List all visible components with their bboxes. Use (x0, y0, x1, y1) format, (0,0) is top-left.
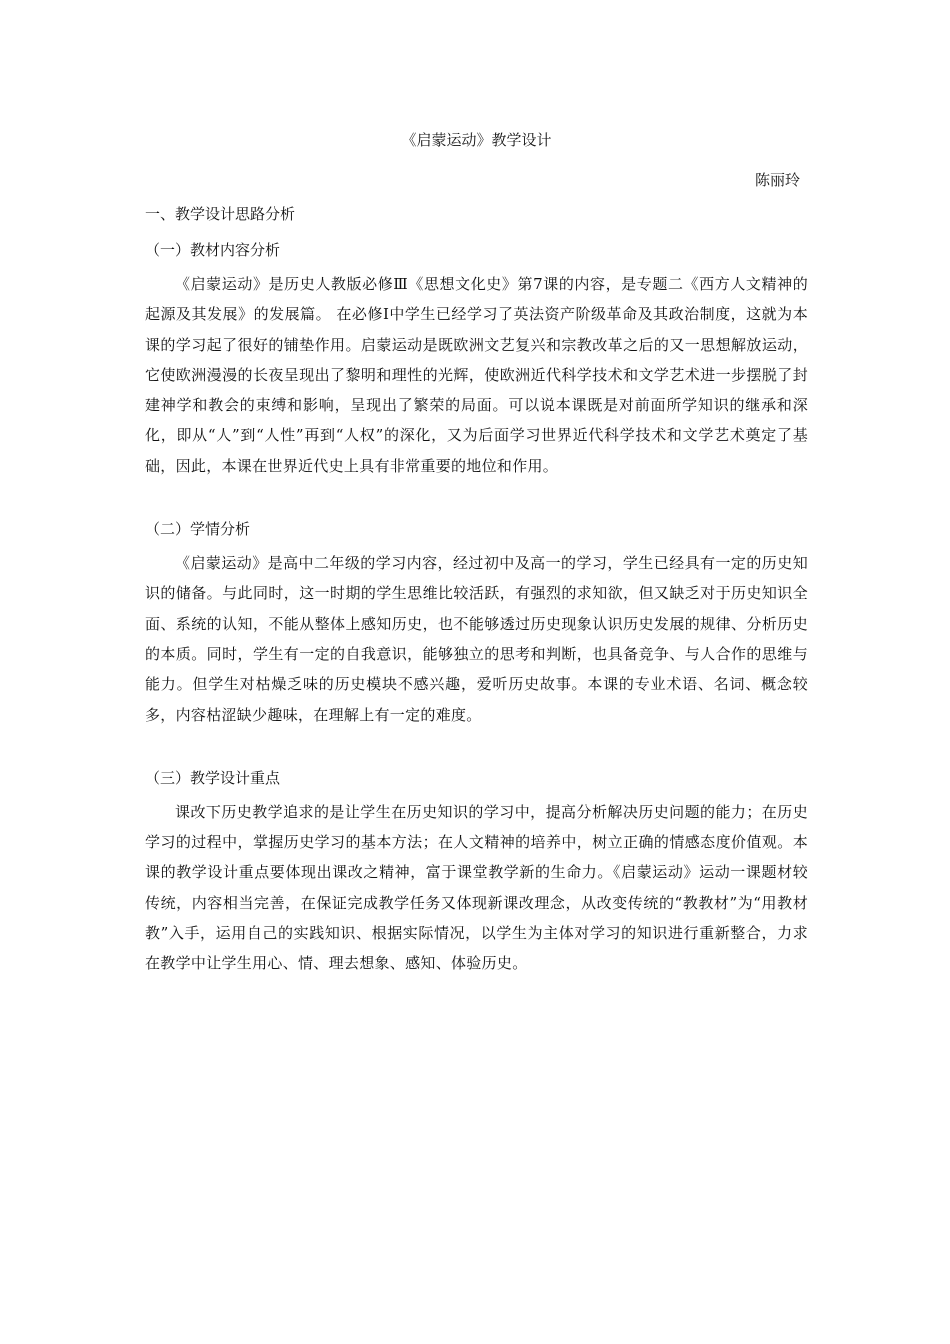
subsection-heading-design-focus: （三）教学设计重点 (145, 768, 281, 787)
subsection-heading-content-analysis: （一）教材内容分析 (145, 241, 281, 259)
paragraph-design-focus: 课改下历史教学追求的是让学生在历史知识的学习中，提高分析解决历史问题的能力；在历史学习的过程中，掌握历史学习的基本方法；在人文精神的培养中，树立正确的情感态度价值观。本课的教学设计重点要体现出课改之精神，富于课堂教学新的生命力。《启蒙运动》运动一课题材较传统，内容相当完善，在保证完成教学任务又体现新课改理念，从改变传统的“教教材”为“用教材教”入手，运用自己的实践知识、根据实际情况，以学生为主体对学习的知识进行重新整合，力求在教学中让学生用心、情、理去想象、感知、体验历史。 (145, 802, 808, 973)
author-name: 陈丽玲 (754, 171, 800, 189)
paragraph-student-analysis: 《启蒙运动》是高中二年级的学习内容，经过初中及高一的学习，学生已经具有一定的历史知识的储备。与此同时，这一时期的学生思维比较活跃，有强烈的求知欲，但又缺乏对于历史知识全面、系统的认知，不能从整体上感知历史，也不能够透过历史现象认识历史发展的规律、分析历史的本质。同时，学生有一定的自我意识，能够独立的思考和判断，也具备竞争、与人合作的思维与能力。但学生对枯燥乏味的历史模块不感兴趣，爱听历史故事。本课的专业术语、名词、概念较多，内容枯涩缺少趣味，在理解上有一定的难度。 (145, 554, 808, 724)
document-title: 《启蒙运动》教学设计 (401, 131, 552, 149)
paragraph-content-analysis: 《启蒙运动》是历史人教版必修Ⅲ《思想文化史》第7课的内容，是专题二《西方人文精神的起源及其发展》的发展篇。 在必修Ⅰ中学生已经学习了英法资产阶级革命及其政治制度，这就为本课的学习起了很好的铺垫作用。启蒙运动是既欧洲文艺复兴和宗教改革之后的又一思想解放运动，它使欧洲漫漫的长夜呈现出了黎明和理性的光辉，使欧洲近代科学技术和文学艺术进一步摆脱了封建神学和教会的束缚和影响，呈现出了繁荣的局面。可以说本课既是对前面所学知识的继承和深化，即从“人”到“人性”再到“人权”的深化，又为后面学习世界近代科学技术和文学艺术奠定了基础，因此，本课在世界近代史上具有非常重要的地位和作用。 (145, 275, 808, 475)
section-heading: 一、教学设计思路分析 (145, 205, 296, 223)
subsection-heading-student-analysis: （二）学情分析 (145, 520, 251, 539)
document-page (145, 125, 808, 979)
